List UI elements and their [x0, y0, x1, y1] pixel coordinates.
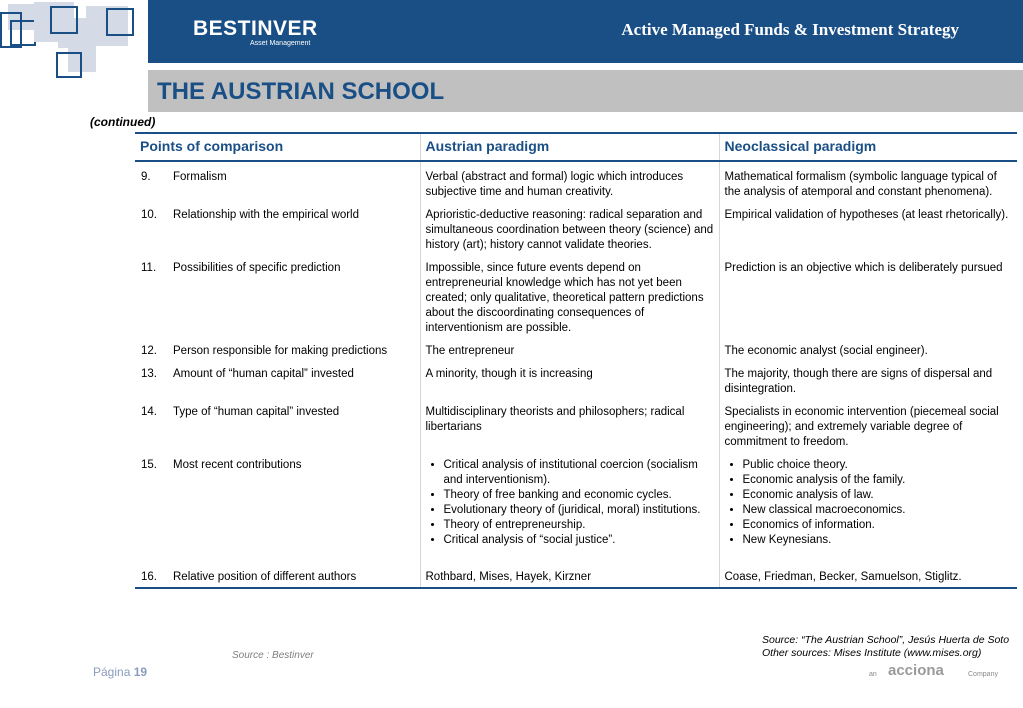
row-point: Most recent contributions: [168, 455, 420, 568]
list-item: • Economic analysis of the family.: [743, 473, 1013, 488]
table-row: [135, 402, 1017, 455]
austrian-contributions-list: [426, 458, 714, 548]
row-point: Type of “human capital” invested: [168, 402, 420, 455]
list-item: • Theory of entrepreneurship.: [444, 518, 714, 533]
page-title: THE AUSTRIAN SCHOOL: [157, 78, 445, 105]
row-austrian: Verbal (abstract and formal) logic which introduces subjective time and human creativity.: [420, 161, 719, 205]
row-austrian: Aprioristic-deductive reasoning: radical separation and simultaneous coordination between theory (science) and history (art); history cannot validate theories.: [420, 205, 719, 258]
list-item: • Public choice theory.: [743, 458, 1013, 473]
row-number: 15.: [141, 459, 157, 471]
row-number: 12.: [141, 345, 157, 357]
header-neoclassical: Neoclassical paradigm: [719, 133, 1017, 161]
row-point: Relationship with the empirical world: [168, 205, 420, 258]
brand-logo: BESTINVER: [193, 17, 318, 40]
row-point: Relative position of different authors: [168, 568, 420, 588]
page-number-value: 19: [133, 665, 148, 679]
brand-subtitle: Asset Management: [250, 40, 311, 47]
table-row: [135, 455, 1017, 568]
header-tagline: Active Managed Funds & Investment Strategy: [621, 20, 959, 39]
row-neoclassical: The majority, though there are signs of dispersal and disintegration.: [724, 368, 993, 395]
row-number: 9.: [141, 171, 151, 183]
table-row: [135, 161, 1017, 205]
table-row: [135, 258, 1017, 341]
row-neoclassical: Coase, Friedman, Becker, Samuelson, Stiglitz.: [719, 568, 1017, 588]
row-austrian: Multidisciplinary theorists and philosophers; radical libertarians: [420, 402, 719, 455]
neoclassical-contributions-list: [725, 458, 1013, 548]
row-austrian: A minority, though it is increasing: [420, 364, 719, 402]
company-text: Company: [968, 671, 998, 678]
continued-label: (continued): [90, 115, 156, 129]
header-points: Points of comparison: [135, 133, 420, 161]
list-item: • Critical analysis of institutional coercion (socialism and interventionism).: [444, 458, 714, 488]
row-point: Formalism: [168, 161, 420, 205]
header-austrian: Austrian paradigm: [420, 133, 719, 161]
page-number: [93, 665, 147, 679]
row-point: Amount of “human capital” invested: [168, 364, 420, 402]
acciona-logo: acciona: [888, 662, 944, 679]
an-text: an: [869, 671, 877, 678]
bestinver-source: Source : Bestinver: [232, 650, 314, 661]
row-number: 16.: [135, 568, 168, 588]
row-number: 10.: [141, 209, 157, 221]
row-austrian: Impossible, since future events depend on entrepreneurial knowledge which has not yet been created; only qualitative, theoretical pattern predictions about the discoordinating consequences of interventionism are possible.: [420, 258, 719, 341]
decorative-squares: [0, 0, 148, 80]
row-austrian: Rothbard, Mises, Hayek, Kirzner: [420, 568, 719, 588]
table-row: [135, 568, 1017, 588]
row-point: Person responsible for making predictions: [168, 341, 420, 364]
row-austrian: [420, 455, 719, 568]
list-item: • Evolutionary theory of (juridical, moral) institutions.: [444, 503, 714, 518]
row-neoclassical: Mathematical formalism (symbolic language typical of the analysis of atemporal and constant phenomena).: [724, 171, 997, 198]
list-item: • Economic analysis of law.: [743, 488, 1013, 503]
table-row: [135, 341, 1017, 364]
list-item: • Economics of information.: [743, 518, 1013, 533]
row-number: 14.: [141, 406, 157, 418]
list-item: • New classical macroeconomics.: [743, 503, 1013, 518]
row-number: 11.: [141, 262, 157, 274]
row-neoclassical: Empirical validation of hypotheses (at least rhetorically).: [724, 209, 1009, 221]
table-row: [135, 205, 1017, 258]
row-austrian: The entrepreneur: [420, 341, 719, 364]
list-item: • Theory of free banking and economic cycles.: [444, 488, 714, 503]
row-neoclassical: The economic analyst (social engineer).: [724, 345, 928, 357]
row-neoclassical: [719, 455, 1017, 568]
page-label-text: Página: [93, 665, 131, 679]
list-item: • New Keynesians.: [743, 533, 1013, 548]
table-row: [135, 364, 1017, 402]
comparison-table: [135, 132, 1017, 589]
row-number: 13.: [141, 368, 157, 380]
list-item: • Critical analysis of “social justice”.: [444, 533, 714, 548]
row-point: Possibilities of specific prediction: [168, 258, 420, 341]
other-sources-note: Other sources: Mises Institute (www.mises.org): [762, 647, 982, 659]
table-header-row: [135, 133, 1017, 161]
row-neoclassical: Specialists in economic intervention (piecemeal social engineering); and extremely variable degree of commitment to freedom.: [724, 406, 999, 448]
row-neoclassical: Prediction is an objective which is deliberately pursued: [724, 262, 1003, 274]
source-note: Source: “The Austrian School”, Jesús Huerta de Soto: [762, 634, 1010, 646]
